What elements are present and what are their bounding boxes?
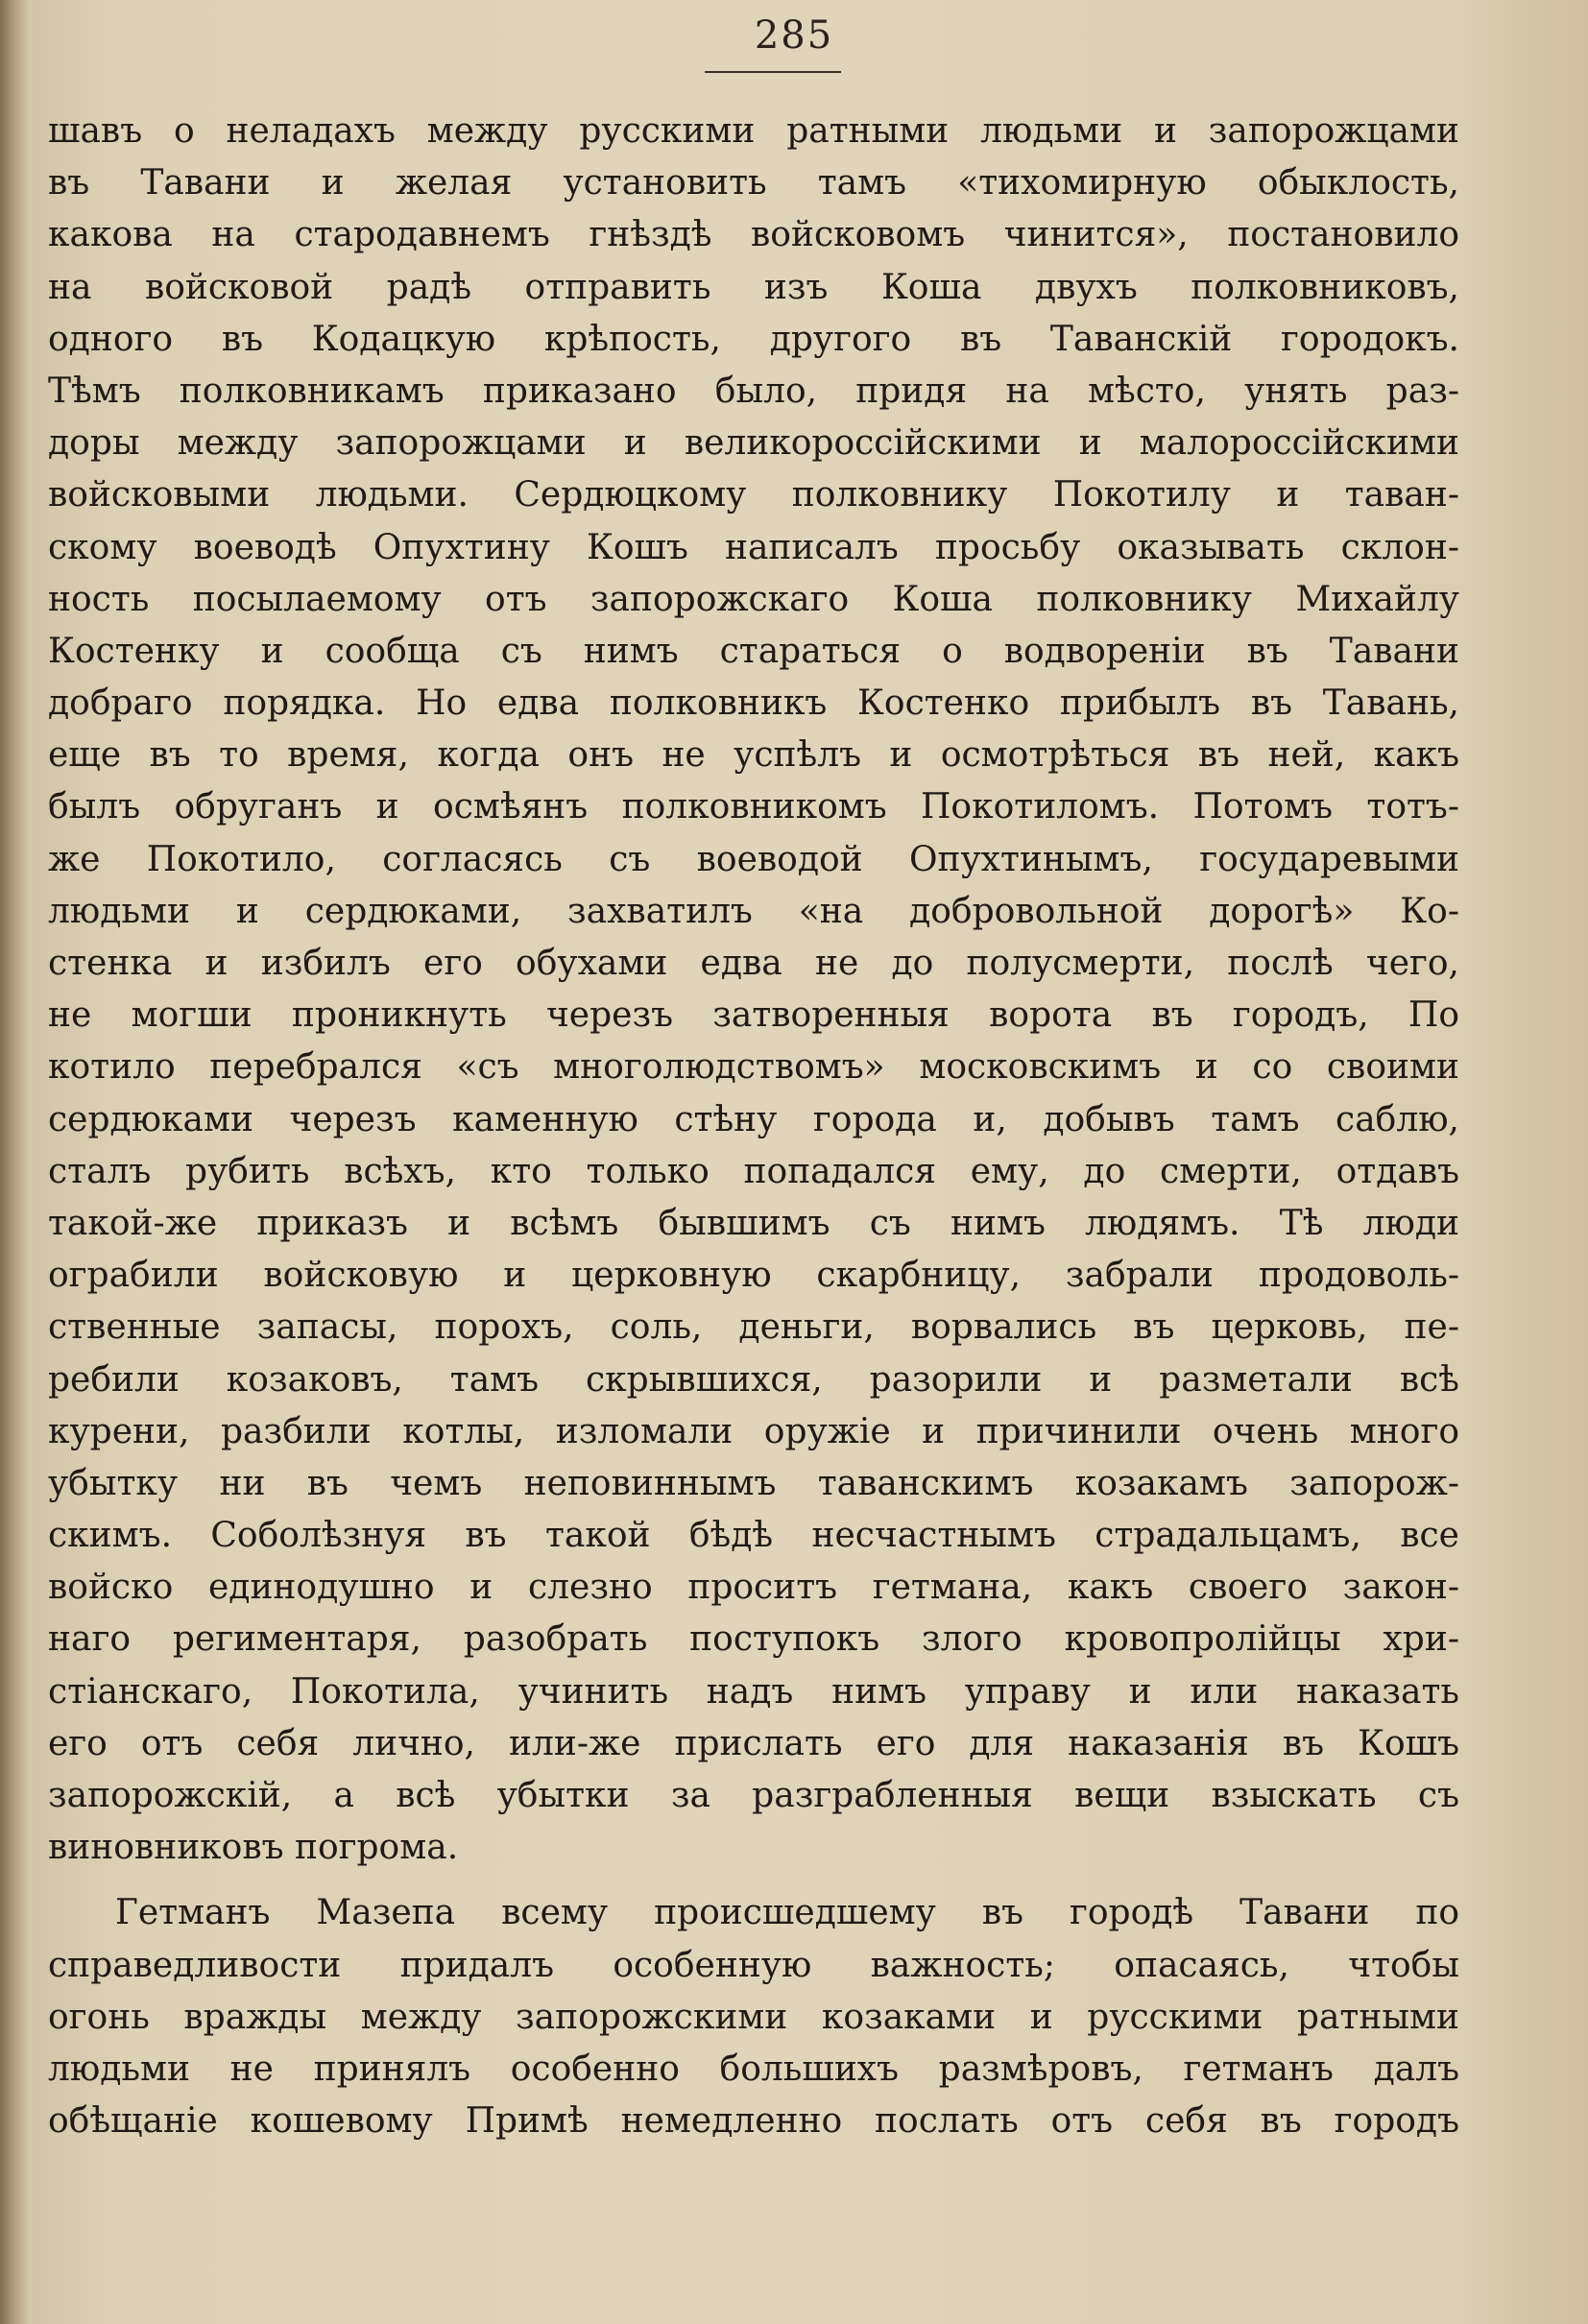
paragraph-1 (48, 106, 1459, 1874)
text-line: людьми и сердюками, захватилъ «на добровольной дорогѣ» Ко- (48, 891, 1459, 931)
text-line: убытку ни въ чемъ неповиннымъ таванскимъ козакамъ запорож- (48, 1463, 1459, 1503)
text-line: какова на стародавнемъ гнѣздѣ войсковомъ чинится», постановило (48, 215, 1459, 255)
text-line: курени, разбили котлы, изломали оружіе и причинили очень много (48, 1411, 1459, 1451)
text-line: его отъ себя лично, или-же прислать его для наказанія въ Кошъ (48, 1723, 1459, 1763)
paragraph-2 (48, 1887, 1459, 2147)
text-line: на войсковой радѣ отправить изъ Коша двухъ полковниковъ, (48, 267, 1459, 307)
text-line: въ Тавани и желая установить тамъ «тихомирную обыклость, (48, 163, 1459, 204)
text-line: доры между запорожцами и великороссійскими и малороссійскими (48, 423, 1459, 464)
text-line: запорожскій, а всѣ убытки за разграбленныя вещи взыскать съ (48, 1776, 1459, 1815)
text-line: шавъ о неладахъ между русскими ратными людьми и запорожцами (48, 111, 1459, 151)
text-line: Гетманъ Мазепа всему происшедшему въ городѣ Тавани по (115, 1893, 1459, 1933)
text-line: ограбили войсковую и церковную скарбницу, забрали продоволь- (48, 1256, 1459, 1296)
text-line: огонь вражды между запорожскими козаками и русскими ратными (48, 1997, 1459, 2037)
text-line: ственные запасы, порохъ, соль, деньги, ворвались въ церковь, пе- (48, 1307, 1459, 1348)
text-line: не могши проникнуть черезъ затворенныя ворота въ городъ, По (48, 995, 1459, 1036)
text-line: сердюками черезъ каменную стѣну города и, добывъ тамъ саблю, (48, 1099, 1459, 1139)
text-line: котило перебрался «съ многолюдствомъ» московскимъ и со своими (48, 1047, 1459, 1088)
header-rule (705, 71, 841, 73)
text-line: скому воеводѣ Опухтину Кошъ написалъ просьбу оказывать склон- (48, 527, 1459, 567)
text-line: виновниковъ погрома. (48, 1828, 459, 1868)
body-text (48, 106, 1459, 2147)
text-line: ность посылаемому отъ запорожскаго Коша полковнику Михайлу (48, 579, 1459, 619)
text-line: Костенку и сообща съ нимъ стараться о водвореніи въ Тавани (48, 631, 1459, 671)
page-spine-shadow (0, 0, 29, 2324)
text-line: еще въ то время, когда онъ не успѣлъ и осмотрѣться въ ней, какъ (48, 735, 1459, 776)
text-line: добраго порядка. Но едва полковникъ Костенко прибылъ въ Тавань, (48, 683, 1459, 724)
text-line: былъ обруганъ и осмѣянъ полковникомъ Покотиломъ. Потомъ тотъ- (48, 787, 1459, 827)
text-line: войсковыми людьми. Сердюцкому полковнику Покотилу и таван- (48, 475, 1459, 515)
text-line: стенка и избилъ его обухами едва не до полусмерти, послѣ чего, (48, 944, 1459, 983)
text-line: же Покотило, согласясь съ воеводой Опухтинымъ, государевыми (48, 839, 1459, 879)
paragraph-gap (48, 1874, 1459, 1887)
text-line: обѣщаніе кошевому Примѣ немедленно послать отъ себя въ городъ (48, 2101, 1459, 2142)
text-line: справедливости придалъ особенную важность; опасаясь, чтобы (48, 1945, 1459, 1985)
text-line: стіанскаго, Покотила, учинить надъ нимъ управу и или наказать (48, 1671, 1459, 1712)
text-line: людьми не принялъ особенно большихъ размѣровъ, гетманъ далъ (48, 2048, 1459, 2089)
text-line: одного въ Кодацкую крѣпость, другого въ Таванскій городокъ. (48, 319, 1459, 359)
text-line: сталъ рубить всѣхъ, кто только попадался ему, до смерти, отдавъ (48, 1151, 1459, 1191)
text-line: ребили козаковъ, тамъ скрывшихся, разорили и разметали всѣ (48, 1359, 1459, 1400)
page-number: 285 (754, 13, 834, 58)
text-line: скимъ. Соболѣзнуя въ такой бѣдѣ несчастнымъ страдальцамъ, все (48, 1516, 1459, 1556)
text-line: Тѣмъ полковникамъ приказано было, придя на мѣсто, унять раз- (48, 371, 1459, 411)
text-line: войско единодушно и слезно проситъ гетмана, какъ своего закон- (48, 1568, 1459, 1608)
text-line: такой-же приказъ и всѣмъ бывшимъ съ нимъ людямъ. Тѣ люди (48, 1203, 1459, 1243)
text-line: наго региментаря, разобрать поступокъ злого кровопролійцы хри- (48, 1619, 1459, 1660)
